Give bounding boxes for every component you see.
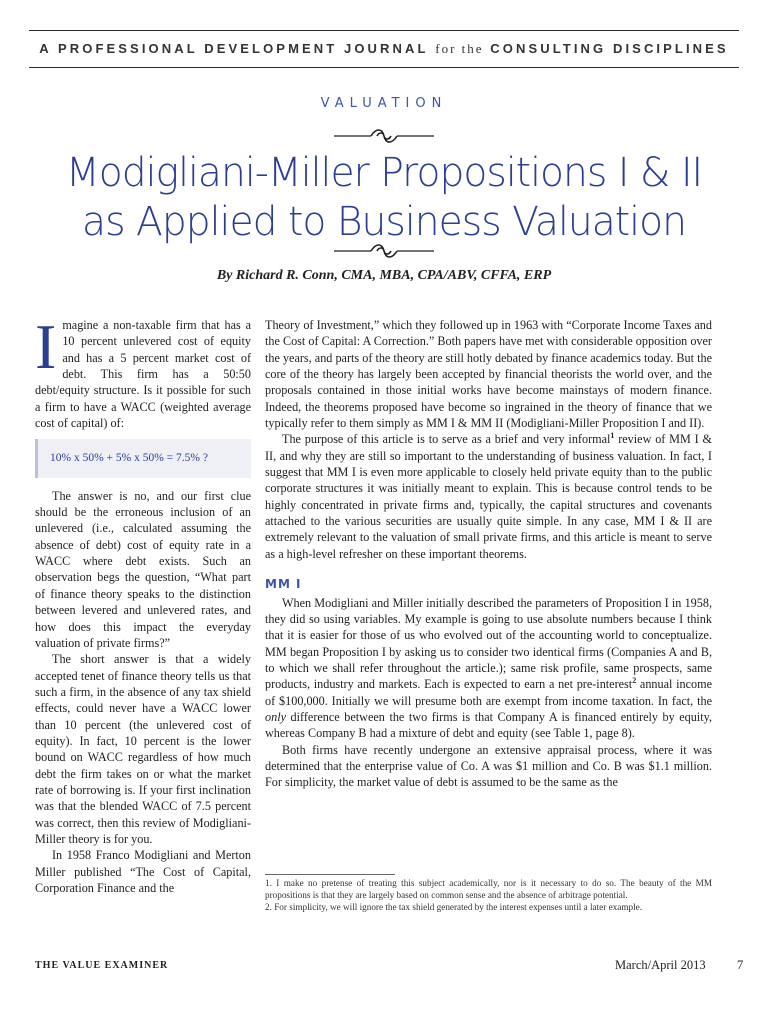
journal-masthead <box>0 41 768 57</box>
footnote-ref-1[interactable]: 1 <box>610 431 615 441</box>
footer-date: March/April 2013 <box>615 958 706 972</box>
right-paragraph-3-b: annual income of $100,000. Initially we will presume both are exempt from income taxation. In fact, the <box>265 677 712 708</box>
right-paragraph-2 <box>265 431 712 562</box>
right-paragraph-2-a: The purpose of this article is to serve as a brief and very informal <box>282 432 611 447</box>
footnote-ref-2[interactable]: 2 <box>632 676 637 686</box>
left-paragraph-1 <box>35 311 251 431</box>
right-paragraph-4: Both firms have recently undergone an extensive appraisal process, where it was determined that the enterprise value of Co. A was $1 million and Co. B was $1.1 million. For simplicity, the market value of debt is assumed to be the same as the <box>265 742 712 790</box>
right-paragraph-2-b: review of MM I & II, and why they are still so important to the understanding of business valuation. In fact, I suggest that MM I is even more applicable to closely held private equity than to the public corporate structures it was initially meant to explain. This is because control tends to be highly concentrated in private firms and, typically, the capital structures and covenants attached to the various securities are usually quite simple. In any case, MM I & II are extremely relevant to the valuation of small private firms, and this article is meant to serve as a high-level refresher on these important theorems. <box>265 432 712 561</box>
flourish-ornament-top <box>329 125 439 147</box>
left-paragraph-4: In 1958 Franco Modigliani and Merton Miller published “The Cost of Capital, Corporation Finance and the <box>35 848 251 895</box>
emphasis-only: only <box>265 709 286 724</box>
right-paragraph-1: Theory of Investment,” which they followed up in 1963 with “Corporate Income Taxes and the Cost of Capital: A Correction.” Both papers have met with considerable opposition over the years, and parts of the theory are still hotly debated by finance academics today. But the core of the theory has largely been accepted by financial theorists the world over, and the proposals contained in those initial works have become mainstays of modern finance. Indeed, the theorems proposed have become so ingrained in the theory of finance that we typically refer to them simply as MM I & MM II (Modigliani-Miller Proposition I and II). <box>265 318 712 431</box>
left-paragraph-2: The answer is no, and our first clue should be the erroneous inclusion of an unlevered (i.e., calculated assuming the absence of debt) cost of equity rate in a WACC where debt exists. Such an observation begs the question, “What part of finance theory speaks to the distinction between levered and unlevered rates, and how does this impact the everyday valuation of private firms?” <box>35 488 251 650</box>
footnote-rule <box>265 874 395 875</box>
right-paragraph-3-d: difference between the two firms is that Company A is financed entirely by equity, whereas Company B had a mixture of debt and equity (see Table 1, page 8). <box>265 709 712 741</box>
byline: By Richard R. Conn, CMA, MBA, CPA/ABV, CFFA, ERP <box>216 268 552 283</box>
flourish-ornament-bottom <box>329 240 439 262</box>
masthead-part3: CONSULTING DISCIPLINES <box>490 41 729 56</box>
masthead-rule <box>29 67 739 68</box>
article-title-line2: as Applied to Business Valuation <box>82 199 686 245</box>
right-column <box>265 317 712 791</box>
right-paragraph-3-a: When Modigliani and Miller initially described the parameters of Proposition I in 1958, they did so using variables. My example is going to use absolute numbers because I think that it is easier for those of us who evolved out of the accounting world to conceptualize. MM began Proposition I by asking us to consider two identical firms (Companies A and B, to which we shall refer throughout the article.); same risk profile, same prospects, same products, industry and markets. Each is expected to earn a net pre-interest <box>265 595 712 692</box>
article-title-line1: Modigliani-Miller Propositions I & II <box>65 150 703 196</box>
section-label: VALUATION <box>320 96 448 111</box>
right-paragraph-3 <box>265 595 712 742</box>
left-paragraph-3: The short answer is that a widely accepted tenet of finance theory tells us that such a firm, in the absence of any tax shield effects, could never have a WACC lower than 10 percent (the unlevered cost of equity). In fact, 10 percent is the lower bound on WACC regardless of how much debt the firm takes on or what the market rate of borrowing is. If your first inclination was that the blended WACC of 7.5 percent was correct, then this review of Modigliani-Miller theory is for you. <box>35 652 251 846</box>
footnotes <box>265 874 712 913</box>
drop-cap: I <box>35 311 57 382</box>
top-rule <box>29 30 739 31</box>
footnote-1: 1. I make no pretense of treating this subject academically, nor is it necessary to do so. The beauty of the MM propositions is that they are largely based on common sense and the absence of arbitrage potential. <box>265 878 712 900</box>
formula-box: 10% x 50% + 5% x 50% = 7.5% ? <box>35 439 251 477</box>
masthead-part1: A PROFESSIONAL DEVELOPMENT JOURNAL <box>39 41 429 56</box>
page-number: 7 <box>737 958 744 972</box>
left-paragraph-1-text: magine a non-taxable firm that has a 10 percent unlevered cost of equity and has a 5 percent market cost of debt. This firm has a 50:50 debt/equity structure. Is it possible for such a firm to have a WACC (weighted average cost of capital) of: <box>35 318 251 431</box>
footer-publication: THE VALUE EXAMINER <box>35 960 169 971</box>
footnote-2: 2. For simplicity, we will ignore the tax shield generated by the interest expenses until a later example. <box>265 901 643 912</box>
masthead-part2: for the <box>435 41 484 56</box>
left-column <box>35 311 251 896</box>
subhead-mm-i: MM I <box>265 577 302 592</box>
